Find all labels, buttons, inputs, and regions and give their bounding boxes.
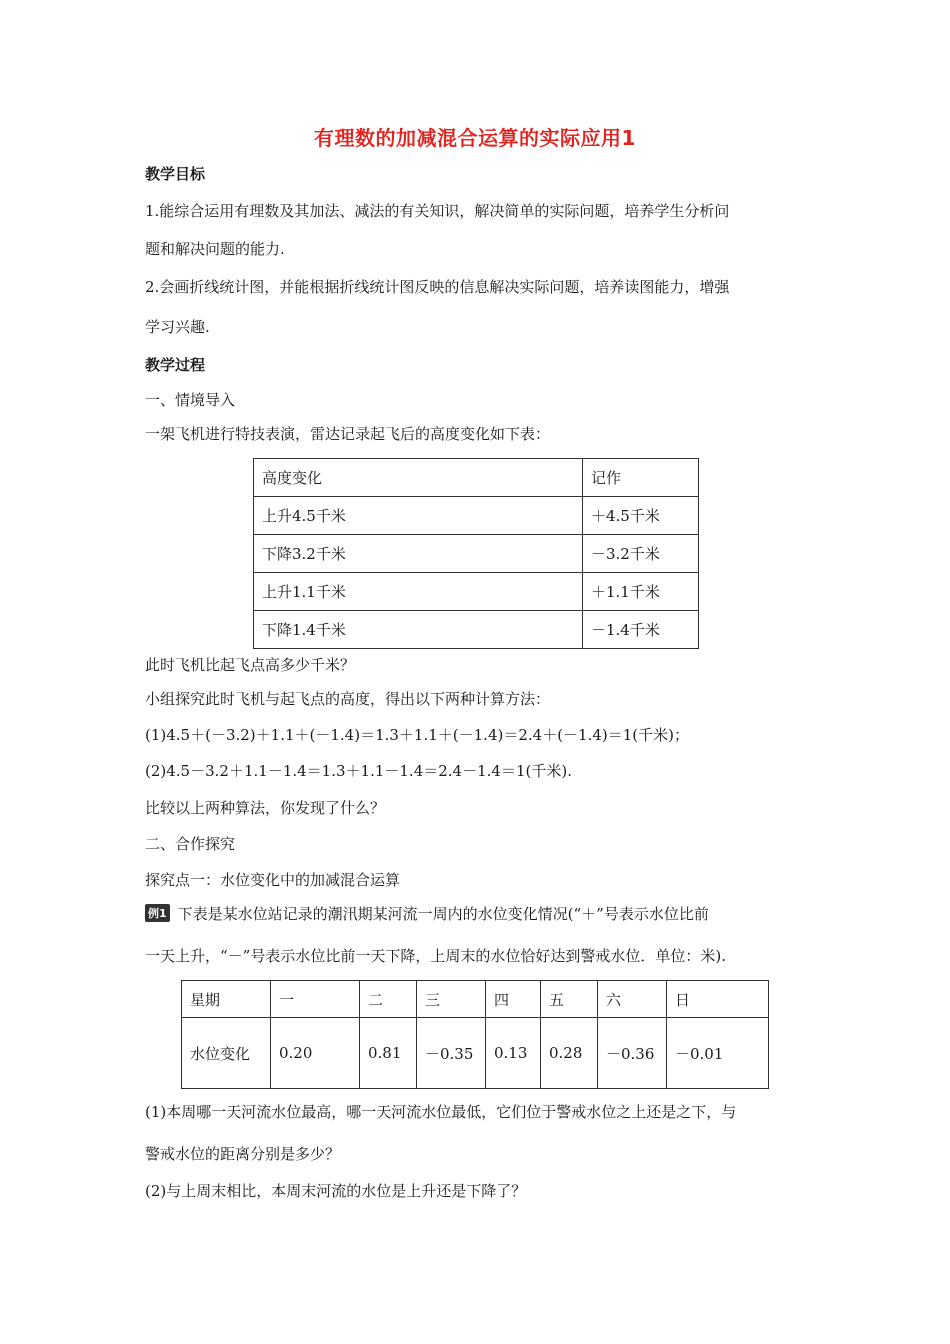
table-cell: －0.36 [598,1018,667,1089]
table-cell: 0.20 [271,1018,360,1089]
table-cell: ＋4.5千米 [583,497,699,535]
example-line-2: 一天上升，“－”号表示水位比前一天下降，上周末的水位恰好达到警戒水位．单位：米). [145,947,726,965]
section-2-heading: 二、合作探究 [145,835,236,853]
table-row [254,459,699,497]
objective-1-line-1: 1.能综合运用有理数及其加法、减法的有关知识，解决简单的实际问题，培养学生分析问 [145,202,730,220]
table-cell: 下降1.4千米 [254,611,583,649]
altitude-table [253,458,699,649]
table-cell: －3.2千米 [583,535,699,573]
table-cell: 上升1.1千米 [254,573,583,611]
process-heading: 教学过程 [145,356,206,374]
example-line-1 [145,903,709,924]
table-cell: ＋1.1千米 [583,573,699,611]
section-1-heading: 一、情境导入 [145,391,236,409]
sub-question-1-line-1: (1)本周哪一天河流水位最高，哪一天河流水位最低，它们位于警戒水位之上还是之下，与 [145,1103,737,1121]
table-header-cell: 记作 [583,459,699,497]
table-header-cell: 日 [667,981,769,1018]
group-text: 小组探究此时飞机与起飞点的高度，得出以下两种计算方法： [145,690,551,708]
table-row [254,611,699,649]
water-level-table [181,980,769,1089]
table-cell: －0.35 [417,1018,486,1089]
table-row [254,573,699,611]
table-header-cell: 二 [360,981,417,1018]
explore-point-1: 探究点一：水位变化中的加减混合运算 [145,871,401,889]
sub-question-1-line-2: 警戒水位的距离分别是多少？ [145,1145,341,1163]
table-header-cell: 六 [598,981,667,1018]
table-cell: 水位变化 [182,1018,271,1089]
table-header-cell: 四 [486,981,541,1018]
page-title: 有理数的加减混合运算的实际应用1 [314,126,636,150]
table-cell: －0.01 [667,1018,769,1089]
table-header-cell: 三 [417,981,486,1018]
method-2: (2)4.5－3.2＋1.1－1.4＝1.3＋1.1－1.4＝2.4－1.4＝1(千米). [145,762,572,780]
question-text: 此时飞机比起飞点高多少千米？ [145,656,356,674]
table-header-cell: 五 [541,981,598,1018]
example-text: 下表是某水位站记录的潮汛期某河流一周内的水位变化情况(“＋”号表示水位比前 [177,905,709,923]
table-header-cell: 高度变化 [254,459,583,497]
intro-text: 一架飞机进行特技表演，雷达记录起飞后的高度变化如下表： [145,425,551,443]
table-cell: 下降3.2千米 [254,535,583,573]
objective-2-line-2: 学习兴趣. [145,318,210,336]
table-row [254,497,699,535]
table-row [254,535,699,573]
example-badge: 例1 [145,904,170,922]
sub-question-2: (2)与上周末相比，本周末河流的水位是上升还是下降了？ [145,1182,527,1200]
table-row [182,1018,769,1089]
table-cell: 0.13 [486,1018,541,1089]
table-cell: 0.28 [541,1018,598,1089]
table-cell: 0.81 [360,1018,417,1089]
compare-text: 比较以上两种算法，你发现了什么？ [145,799,386,817]
method-1: (1)4.5＋(－3.2)＋1.1＋(－1.4)＝1.3＋1.1＋(－1.4)＝2.4＋(－1.4)＝1(千米)； [145,726,690,744]
table-cell: 上升4.5千米 [254,497,583,535]
table-row [182,981,769,1018]
objectives-heading: 教学目标 [145,165,206,183]
objective-1-line-2: 题和解决问题的能力. [145,240,285,258]
table-header-cell: 星期 [182,981,271,1018]
table-cell: －1.4千米 [583,611,699,649]
objective-2-line-1: 2.会画折线统计图，并能根据折线统计图反映的信息解决实际问题，培养读图能力，增强 [145,278,730,296]
table-header-cell: 一 [271,981,360,1018]
